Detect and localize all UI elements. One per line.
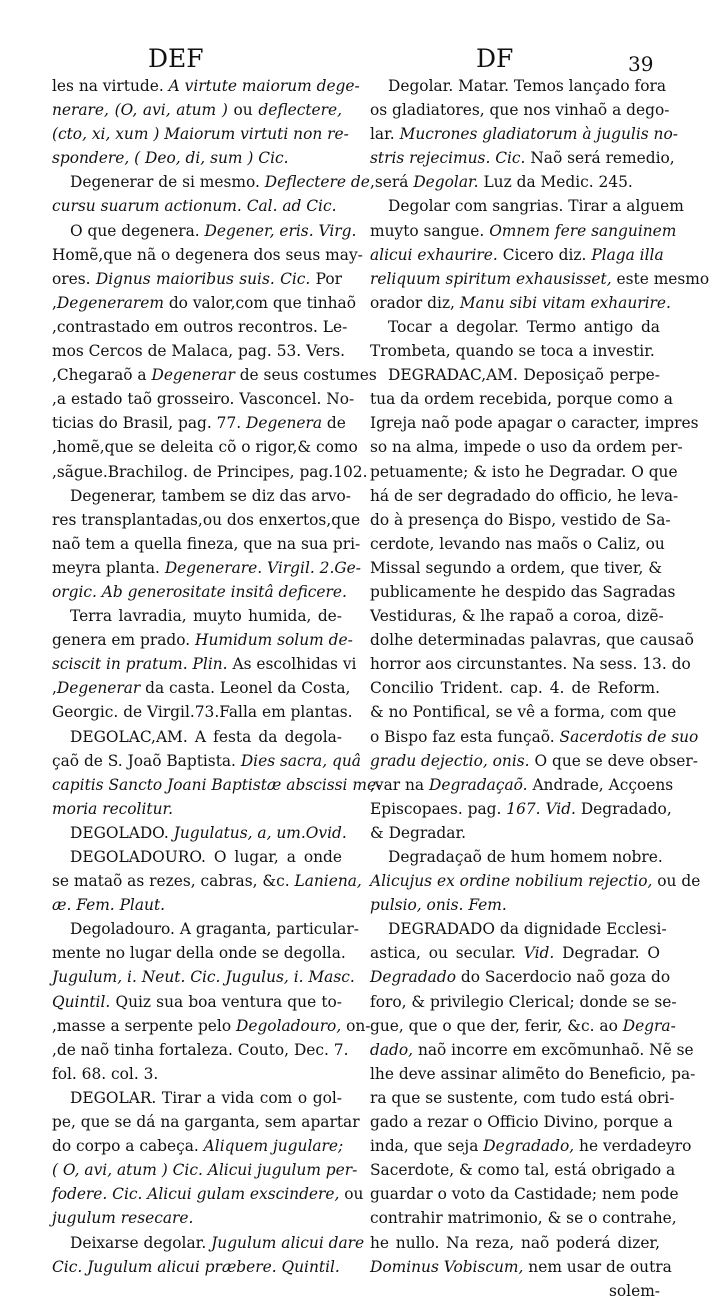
- text-line: [52, 1134, 342, 1158]
- text-line: [52, 146, 342, 170]
- text-line: [52, 98, 342, 122]
- italic-text: Degradaçaõ.: [429, 775, 528, 794]
- roman-text: mente no lugar della onde se degolla.: [52, 944, 346, 963]
- text-line: [370, 508, 671, 532]
- text-line: [370, 1182, 679, 1206]
- italic-text: Degenerarem: [56, 293, 164, 312]
- text-line: [52, 893, 342, 917]
- roman-text: Andrade, Acçoens: [527, 775, 674, 794]
- text-line: [370, 170, 660, 194]
- text-line: [52, 1206, 342, 1230]
- italic-text: gradu dejectio, onis.: [370, 751, 530, 770]
- roman-text: inda, que seja: [370, 1137, 484, 1156]
- italic-text: Jugulatus, a, um.Ovid.: [173, 823, 347, 842]
- roman-text: orador diz,: [370, 293, 460, 312]
- roman-text: astica, ou secular.: [370, 944, 524, 963]
- italic-text: Jugulum, i. Neut. Cic. Jugulus, i. Masc.: [52, 968, 355, 987]
- roman-text: do Sacerdocio naõ goza do: [455, 968, 671, 987]
- roman-text: naõ incorre em excõmunhaõ. Nẽ se: [413, 1040, 694, 1059]
- roman-text: Sacerdote, & como tal, está obrigado a: [370, 1161, 676, 1180]
- italic-text: dado,: [370, 1040, 414, 1059]
- text-line: [52, 532, 361, 556]
- italic-text: Manu sibi vitam exhaurire.: [459, 293, 671, 312]
- text-line: [52, 556, 361, 580]
- roman-text: meyra planta.: [52, 558, 165, 577]
- italic-text: Degolar.: [413, 173, 479, 192]
- italic-text: sciscit in pratum. Plin.: [52, 655, 228, 674]
- italic-text: 167. Vid.: [506, 799, 576, 818]
- text-line: [52, 387, 355, 411]
- italic-text: Degra-: [622, 1016, 676, 1035]
- italic-text: Degradado,: [483, 1137, 575, 1156]
- text-line: [370, 1279, 660, 1303]
- text-line: [370, 652, 691, 676]
- text-line: [52, 122, 349, 146]
- text-line: [370, 604, 664, 628]
- text-line: [52, 74, 360, 98]
- text-line: [52, 725, 342, 749]
- text-line: [370, 797, 672, 821]
- text-line: [52, 869, 362, 893]
- italic-text: alicui exhaurire.: [370, 245, 498, 264]
- roman-text: há de ser degradado do officio, he leva-: [370, 486, 679, 505]
- text-line: [52, 773, 382, 797]
- roman-text: ,homẽ,que se deleita cõ o rigor,& como: [52, 438, 358, 457]
- roman-text: & Degradar.: [370, 823, 467, 842]
- italic-text: Degenerare. Virgil. 2.Ge-: [164, 558, 361, 577]
- roman-text: Tocar a degolar. Termo antigo da: [388, 317, 660, 336]
- roman-text: Degolar. Matar. Temos lançado fora: [388, 77, 666, 95]
- italic-text: Vid.: [523, 944, 555, 963]
- roman-text: Missal segundo a ordem, que tiver, &: [370, 558, 663, 577]
- roman-text: os gladiatores, que nos vinhaõ a dego-: [370, 101, 670, 120]
- roman-text: Degenerar, tambem se diz das arvo-: [70, 486, 351, 505]
- text-line: [370, 411, 699, 435]
- text-line: [370, 1134, 692, 1158]
- roman-text: he verdadeyro: [574, 1137, 692, 1156]
- italic-text: Aliquem jugulare;: [203, 1137, 344, 1156]
- text-line: [52, 363, 377, 387]
- text-line: [370, 1062, 696, 1086]
- italic-text: Deflectere de: [264, 173, 370, 192]
- roman-text: fol. 68. col. 3.: [52, 1064, 159, 1083]
- roman-text: on-: [341, 1016, 371, 1035]
- roman-text: Degradado,: [575, 799, 672, 818]
- roman-text: foro, & privilegio Clerical; donde se se-: [370, 992, 677, 1011]
- roman-text: ,contrastado em outros recontros. Le-: [52, 317, 348, 336]
- roman-text: Trombeta, quando se toca a investir.: [370, 342, 655, 361]
- roman-text: ou de: [652, 872, 701, 891]
- text-line: [52, 1086, 342, 1110]
- text-line: [370, 917, 667, 941]
- roman-text: de seus costumes: [234, 366, 377, 385]
- italic-text: (cto, xi, xum ) Maiorum virtuti non re-: [52, 125, 349, 144]
- text-line: [370, 460, 678, 484]
- italic-text: capitis Sancto Joani Baptistæ abscissi me-: [52, 775, 382, 794]
- text-line: [370, 1110, 673, 1134]
- text-line: [52, 170, 370, 194]
- text-line: [52, 1110, 360, 1134]
- text-line: [52, 821, 347, 845]
- italic-text: orgic. Ab generositate insitâ deficere.: [52, 582, 347, 601]
- text-line: [370, 146, 675, 170]
- italic-text: æ. Fem. Plaut.: [52, 896, 166, 915]
- italic-text: Dominus Vobiscum,: [370, 1257, 524, 1276]
- italic-text: spondere, ( Deo, di, sum ): [52, 149, 259, 168]
- italic-text: fodere. Cic. Alicui gulam exscindere,: [52, 1185, 340, 1204]
- italic-text: Degener, eris. Virg.: [204, 221, 357, 240]
- roman-text: Cicero diz.: [497, 245, 592, 264]
- text-line: [370, 484, 679, 508]
- roman-text: Por: [310, 269, 342, 288]
- text-line: [370, 941, 660, 965]
- roman-text: naõ tem a quella fineza, que na sua pri-: [52, 534, 361, 553]
- roman-text: Degolar com sangrias. Tirar a alguem: [388, 197, 684, 216]
- roman-text: ou: [339, 1185, 364, 1204]
- italic-text: pulsio, onis. Fem.: [370, 896, 507, 915]
- text-line: [370, 1158, 676, 1182]
- roman-text: Episcopaes. pag.: [370, 799, 507, 818]
- italic-text: moria recolitur.: [52, 799, 174, 818]
- roman-text: çaõ de S. Joaõ Baptista.: [52, 751, 241, 770]
- text-line: [370, 291, 671, 315]
- text-line: [52, 315, 348, 339]
- roman-text: solem-: [609, 1281, 660, 1300]
- text-line: [370, 435, 683, 459]
- italic-text: Laniena,: [294, 872, 362, 891]
- roman-text: Quiz sua boa ventura que to-: [110, 992, 342, 1011]
- roman-text: ores.: [52, 269, 96, 288]
- italic-text: A virtute maiorum dege-: [168, 77, 360, 95]
- text-line: [52, 460, 368, 484]
- text-line: [52, 411, 346, 435]
- text-line: [370, 990, 677, 1014]
- text-line: [52, 797, 342, 821]
- roman-text: Terra lavradia, muyto humida, de-: [70, 607, 342, 626]
- text-line: [370, 965, 671, 989]
- roman-text: ,a estado taõ grosseiro. Vasconcel. No-: [52, 390, 355, 409]
- italic-text: stris rejecimus. Cic.: [370, 149, 526, 168]
- italic-text: Degoladouro,: [236, 1016, 342, 1035]
- page-header: [0, 44, 709, 74]
- roman-text: Naõ será remedio,: [525, 149, 675, 168]
- roman-text: DEGRADADO da dignidade Ecclesi-: [388, 920, 667, 939]
- roman-text: & no Pontifical, se vê a forma, com que: [370, 703, 677, 722]
- roman-text: As escolhidas vi: [227, 655, 357, 674]
- text-line: [52, 1014, 371, 1038]
- text-line: [370, 315, 660, 339]
- roman-text: Homẽ,que nã o degenera dos seus may-: [52, 245, 363, 264]
- text-line: [370, 194, 684, 218]
- roman-text: Vestiduras, & lhe rapaõ a coroa, dizẽ-: [370, 607, 664, 626]
- text-line: [52, 990, 342, 1014]
- text-line: [370, 122, 678, 146]
- text-line: [52, 291, 356, 315]
- text-line: [52, 1062, 342, 1086]
- text-line: [370, 676, 660, 700]
- roman-text: do valor,com que tinhaõ: [163, 293, 356, 312]
- roman-text: lar.: [370, 125, 400, 144]
- roman-text: res transplantadas,ou dos enxertos,que: [52, 510, 361, 529]
- text-line: [52, 965, 355, 989]
- italic-text: jugulum resecare.: [52, 1209, 194, 1228]
- text-line: [52, 339, 346, 363]
- text-line: [52, 580, 347, 604]
- roman-text: DEGOLADOURO. O lugar, a onde: [70, 848, 342, 866]
- text-line: [52, 652, 357, 676]
- roman-text: Degenerar de si mesmo.: [70, 173, 265, 192]
- text-line: [370, 821, 660, 845]
- italic-text: ( O, avi, atum ) Cic. Alicui jugulum per-: [52, 1161, 358, 1180]
- text-line: [52, 749, 361, 773]
- text-line: [370, 219, 677, 243]
- roman-text: se mataõ as rezes, cabras, &c.: [52, 872, 295, 891]
- roman-text: ou: [233, 101, 259, 120]
- italic-text: Sacerdotis de suo: [559, 727, 699, 746]
- roman-text: ,sãgue.Brachilog. de Principes, pag.102.: [52, 462, 368, 481]
- roman-text: pe, que se dá na garganta, sem apartar: [52, 1113, 360, 1132]
- text-line: [370, 845, 663, 869]
- roman-text: DEGOLAC,AM. A festa da degola-: [70, 727, 342, 746]
- roman-text: DEGOLADO.: [70, 823, 174, 842]
- roman-text: horror aos circunstantes. Na sess. 13. do: [370, 655, 691, 674]
- text-line: [370, 98, 670, 122]
- roman-text: ,masse a serpente pelo: [52, 1016, 236, 1035]
- italic-text: Dies sacra, quâ: [240, 751, 361, 770]
- text-line: [52, 941, 346, 965]
- roman-text: lhe deve assinar alimẽto do Beneficio, pa-: [370, 1064, 696, 1083]
- text-line: [52, 219, 357, 243]
- roman-text: Degoladouro. A graganta, particular-: [70, 920, 359, 939]
- right-column: [370, 74, 709, 1303]
- roman-text: gado a rezar o Officio Divino, porque a: [370, 1113, 673, 1132]
- roman-text: mos Cercos de Malaca, pag. 53. Vers.: [52, 342, 346, 361]
- italic-text: Dignus maioribus suis. Cic.: [95, 269, 311, 288]
- left-column: [52, 74, 382, 1279]
- italic-text: Degenerar: [56, 679, 141, 698]
- roman-text: cerdote, levando nas maõs o Caliz, ou: [370, 534, 665, 553]
- text-line: [52, 676, 351, 700]
- roman-text: Concilio Trident. cap. 4. de Reform.: [370, 679, 660, 698]
- roman-text: so na alma, impede o uso da ordem per-: [370, 438, 683, 457]
- text-line: [370, 387, 673, 411]
- roman-text: O que degenera.: [70, 221, 205, 240]
- roman-text: ,var na: [370, 775, 429, 794]
- text-line: [52, 267, 342, 291]
- italic-text: Degenera: [246, 414, 322, 433]
- roman-text: muyto sangue.: [370, 221, 490, 240]
- italic-text: reliquum spiritum exhausisset,: [370, 269, 612, 288]
- text-line: [52, 1182, 364, 1206]
- text-line: [370, 869, 701, 893]
- roman-text: ,será: [370, 173, 414, 192]
- roman-text: do à presença do Bispo, vestido de Sa-: [370, 510, 671, 529]
- roman-text: Igreja naõ pode apagar o caracter, impres: [370, 414, 699, 433]
- text-line: [52, 508, 361, 532]
- text-line: [52, 604, 342, 628]
- roman-text: les na virtude.: [52, 77, 169, 95]
- text-line: [370, 628, 694, 652]
- text-line: [370, 580, 676, 604]
- text-line: [52, 1158, 358, 1182]
- italic-text: deflectere,: [258, 101, 342, 120]
- italic-text: Jugulum alicui dare: [211, 1233, 365, 1252]
- roman-text: ,: [52, 293, 57, 312]
- roman-text: da casta. Leonel da Costa,: [140, 679, 351, 698]
- italic-text: Cic.: [258, 149, 289, 168]
- roman-text: Degradaçaõ de hum homem nobre.: [388, 848, 663, 866]
- text-line: [52, 628, 353, 652]
- roman-text: ,: [52, 679, 57, 698]
- text-line: [52, 1231, 365, 1255]
- text-line: [370, 1231, 660, 1255]
- text-line: [370, 243, 664, 267]
- text-line: [52, 194, 342, 218]
- roman-text: DEGOLAR. Tirar a vida com o gol-: [70, 1088, 342, 1107]
- roman-text: Degradar. O: [554, 944, 660, 963]
- text-line: [370, 1086, 675, 1110]
- italic-text: Cic. Jugulum alicui præbere. Quintil.: [52, 1257, 340, 1276]
- text-line: [370, 1206, 677, 1230]
- text-line: [52, 1038, 349, 1062]
- roman-text: do corpo a cabeça.: [52, 1137, 204, 1156]
- text-line: [52, 435, 358, 459]
- roman-text: nem usar de outra: [523, 1257, 672, 1276]
- text-line: [52, 243, 363, 267]
- roman-text: ,Chegaraõ a: [52, 366, 152, 385]
- italic-text: cursu suarum actionum. Cal. ad Cic.: [52, 197, 337, 216]
- roman-text: O que se deve obser-: [529, 751, 698, 770]
- roman-text: este mesmo: [611, 269, 709, 288]
- text-line: [370, 1014, 676, 1038]
- roman-text: petuamente; & isto he Degradar. O que: [370, 462, 678, 481]
- roman-text: dolhe determinadas palavras, que causaõ: [370, 631, 694, 650]
- roman-text: de: [322, 414, 346, 433]
- italic-text: Plaga illa: [591, 245, 664, 264]
- running-head-left: DEF: [148, 44, 204, 73]
- italic-text: Degradado: [370, 968, 456, 987]
- text-line: [370, 556, 663, 580]
- italic-text: Omnem fere sanguinem: [489, 221, 677, 240]
- italic-text: Mucrones gladiatorum à jugulis no-: [399, 125, 678, 144]
- text-line: [370, 363, 660, 387]
- roman-text: gue, que o que der, ferir, &c. ao: [370, 1016, 623, 1035]
- text-line: [370, 532, 665, 556]
- text-line: [370, 74, 666, 98]
- text-line: [370, 339, 660, 363]
- text-line: [370, 893, 660, 917]
- text-line: [52, 1255, 342, 1279]
- italic-text: Alicujus ex ordine nobilium rejectio,: [370, 872, 653, 891]
- running-head-right: DF: [476, 44, 514, 73]
- text-line: [370, 725, 699, 749]
- text-line: [52, 700, 353, 724]
- roman-text: publicamente he despido das Sagradas: [370, 582, 676, 601]
- text-line: [370, 773, 674, 797]
- roman-text: ticias do Brasil, pag. 77.: [52, 414, 247, 433]
- roman-text: DEGRADAC,AM. Deposiçaõ perpe-: [388, 366, 660, 385]
- roman-text: Georgic. de Virgil.73.Falla em plantas.: [52, 703, 353, 722]
- roman-text: genera em prado.: [52, 631, 196, 650]
- text-line: [370, 1255, 672, 1279]
- roman-text: Deixarse degolar.: [70, 1233, 212, 1252]
- text-line: [52, 845, 342, 869]
- italic-text: Humidum solum de-: [195, 631, 353, 650]
- text-line: [370, 1038, 694, 1062]
- italic-text: Quintil.: [52, 992, 111, 1011]
- roman-text: guardar o voto da Castidade; nem pode: [370, 1185, 679, 1204]
- text-line: [52, 917, 359, 941]
- page-number: 39: [628, 52, 654, 76]
- roman-text: contrahir matrimonio, & se o contrahe,: [370, 1209, 677, 1228]
- roman-text: ,de naõ tinha fortaleza. Couto, Dec. 7.: [52, 1040, 349, 1059]
- roman-text: o Bispo faz esta funçaõ.: [370, 727, 560, 746]
- roman-text: ra que se sustente, com tudo está obri-: [370, 1088, 675, 1107]
- text-line: [52, 484, 351, 508]
- roman-text: he nullo. Na reza, naõ poderá dizer,: [370, 1233, 660, 1252]
- text-line: [370, 267, 709, 291]
- roman-text: Luz da Medic. 245.: [478, 173, 633, 192]
- italic-text: nerare, (O, avi, atum ): [52, 101, 234, 120]
- roman-text: tua da ordem recebida, porque como a: [370, 390, 673, 409]
- italic-text: Degenerar: [151, 366, 235, 385]
- text-line: [370, 700, 677, 724]
- text-line: [370, 749, 698, 773]
